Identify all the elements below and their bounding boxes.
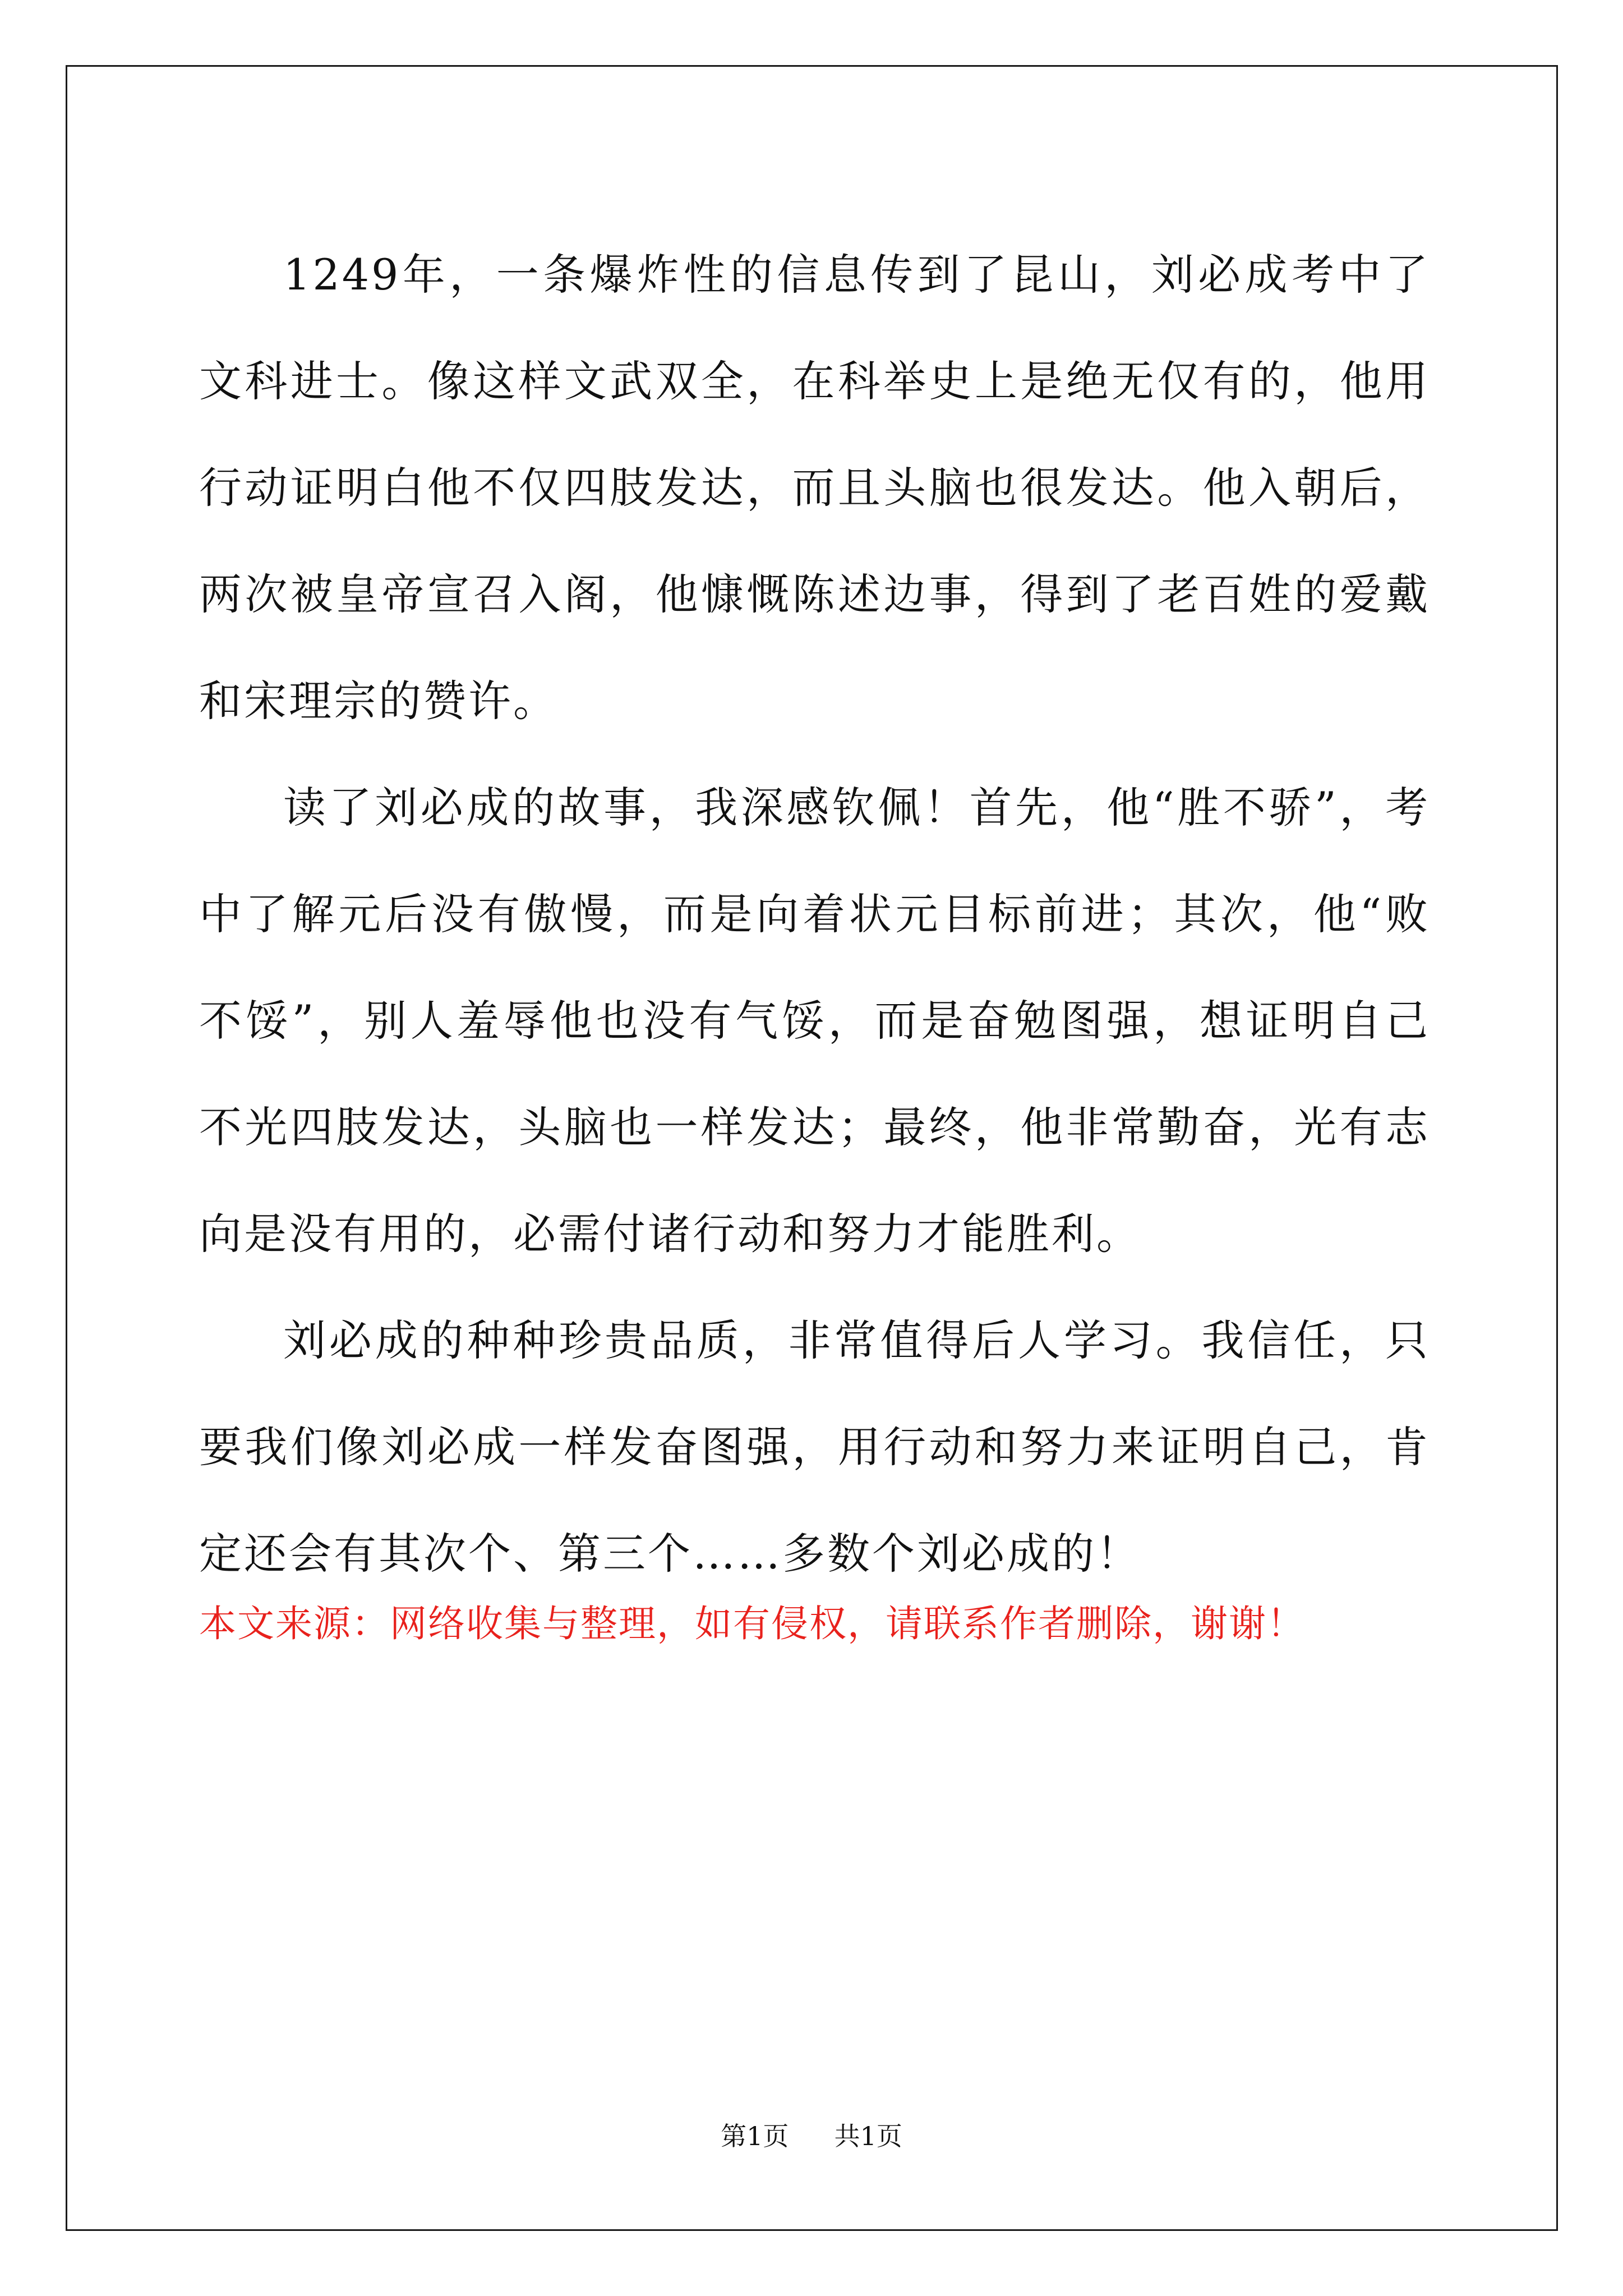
document-body — [199, 222, 1430, 1607]
page-footer — [0, 2119, 1623, 2153]
total-pages-label: 共1页 — [834, 2121, 902, 2151]
paragraph-1: 1249年，一条爆炸性的信息传到了昆山，刘必成考中了文科进士。像这样文武双全，在科举史上是绝无仅有的，他用行动证明白他不仅四肢发达，而且头脑也很发达。他入朝后，两次被皇帝宣召入阁，他慷慨陈述边事，得到了老百姓的爱戴和宋理宗的赞许。 — [199, 250, 1430, 726]
paragraph-3: 刘必成的种种珍贵品质，非常值得后人学习。我信任，只要我们像刘必成一样发奋图强，用行动和努力来证明自己，肯定还会有其次个、第三个……多数个刘必成的！ — [199, 1315, 1430, 1579]
paragraph-2: 读了刘必成的故事，我深感钦佩！首先，他“胜不骄”，考中了解元后没有傲慢，而是向着状元目标前进；其次，他“败不馁”，别人羞辱他也没有气馁，而是奋勉图强，想证明自己不光四肢发达，头脑也一样发达；最终，他非常勤奋，光有志向是没有用的，必需付诸行动和努力才能胜利。 — [199, 783, 1430, 1259]
current-page-label: 第1页 — [721, 2121, 789, 2151]
source-note: 本文来源：网络收集与整理，如有侵权，请联系作者删除，谢谢！ — [199, 1602, 1305, 1645]
